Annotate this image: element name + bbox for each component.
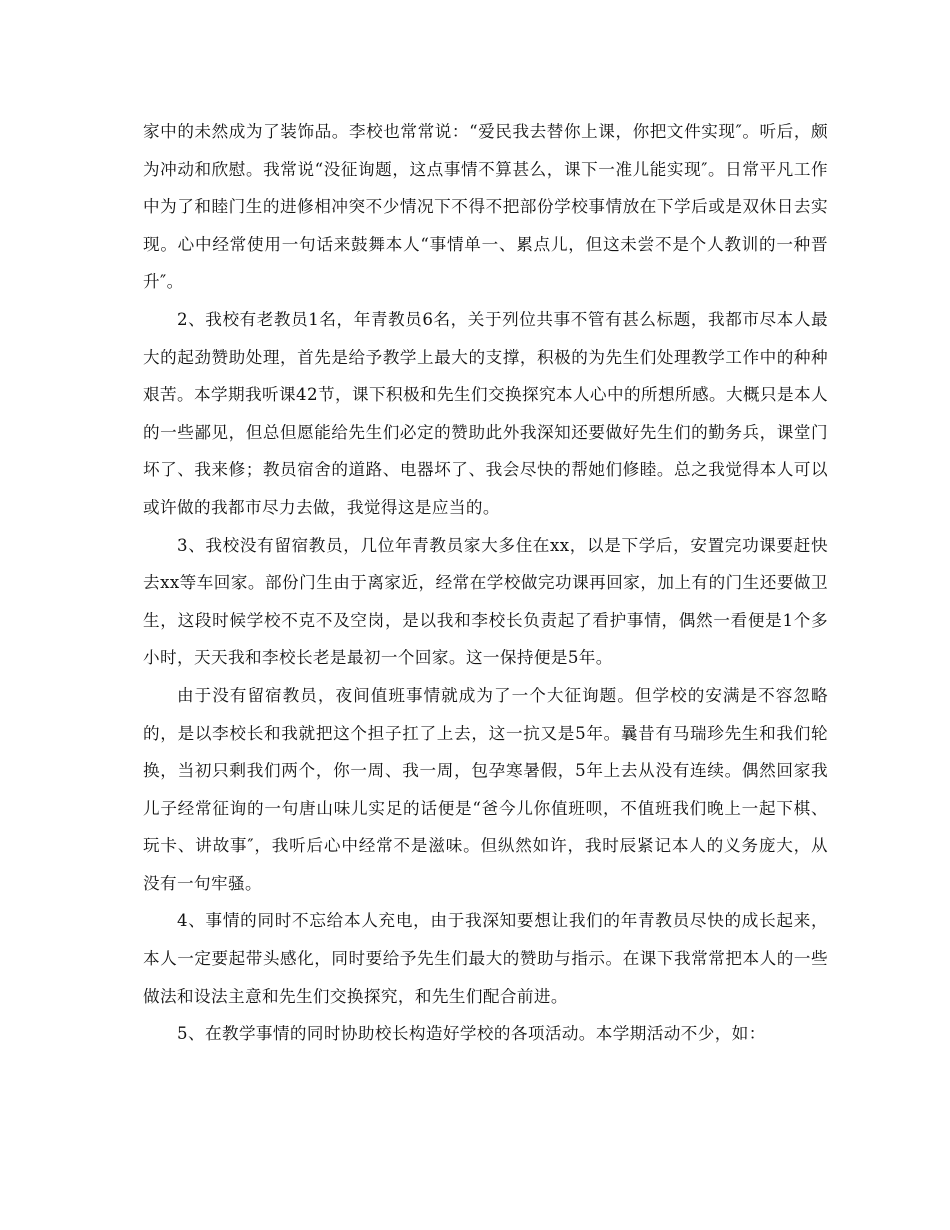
paragraph-2: 2、我校有老教员1名，年青教员6名，关于列位共事不管有甚么标题，我都市尽本人最大的起劲赞助处理，首先是给予教学上最大的支撑，积极的为先生们处理教学工作中的种种艰苦。本学期我听课42节，课下积极和先生们交换探究本人心中的所想所感。大概只是本人的一些鄙见，但总但愿能给先生们必定的赞助此外我深知还要做好先生们的勤务兵，课堂门坏了、我来修；教员宿舍的道路、电器坏了、我会尽快的帮她们修睦。总之我觉得本人可以或许做的我都市尽力去做，我觉得这是应当的。: [143, 309, 828, 517]
paragraph-1: 家中的未然成为了装饰品。李校也常常说：“爱民我去替你上课，你把文件实现″。听后，颇为冲动和欣慰。我常说“没征询题，这点事情不算甚么，课下一准儿能实现″。日常平凡工作中为了和睦门生的进修相冲突不少情况下不得不把部份学校事情放在下学后或是双休日去实现。心中经常使用一句话来鼓舞本人“事情单一、累点儿，但这未尝不是个人教训的一种晋升″。: [143, 122, 828, 292]
paragraph-6: 5、在教学事情的同时协助校长构造好学校的各项活动。本学期活动不少，如：: [177, 1024, 766, 1044]
paragraph-5: 4、事情的同时不忘给本人充电，由于我深知要想让我们的年青教员尽快的成长起来，本人一定要起带头感化，同时要给予先生们最大的赞助与指示。在课下我常常把本人的一些做法和设法主意和先生们交换探究，和先生们配合前进。: [143, 911, 828, 1006]
paragraph-3: 3、我校没有留宿教员，几位年青教员家大多住在xx，以是下学后，安置完功课要赶快去xx等车回家。部份门生由于离家近，经常在学校做完功课再回家，加上有的门生还要做卫生，这段时候学校不克不及空岗，是以我和李校长负责起了看护事情，偶然一看便是1个多小时，天天我和李校长老是最初一个回家。这一保持便是5年。: [143, 535, 828, 668]
document-body: [143, 113, 828, 1053]
paragraph-4: 由于没有留宿教员，夜间值班事情就成为了一个大征询题。但学校的安满是不容忽略的，是以李校长和我就把这个担子扛了上去，这一抗又是5年。曩昔有马瑞珍先生和我们轮换，当初只剩我们两个，你一周、我一周，包孕寒暑假，5年上去从没有连续。偶然回家我儿子经常征询的一句唐山味儿实足的话便是“爸今儿你值班呗，不值班我们晚上一起下棋、玩卡、讲故事″，我听后心中经常不是滋味。但纵然如许，我时辰紧记本人的义务庞大，从没有一句牢骚。: [143, 685, 828, 893]
